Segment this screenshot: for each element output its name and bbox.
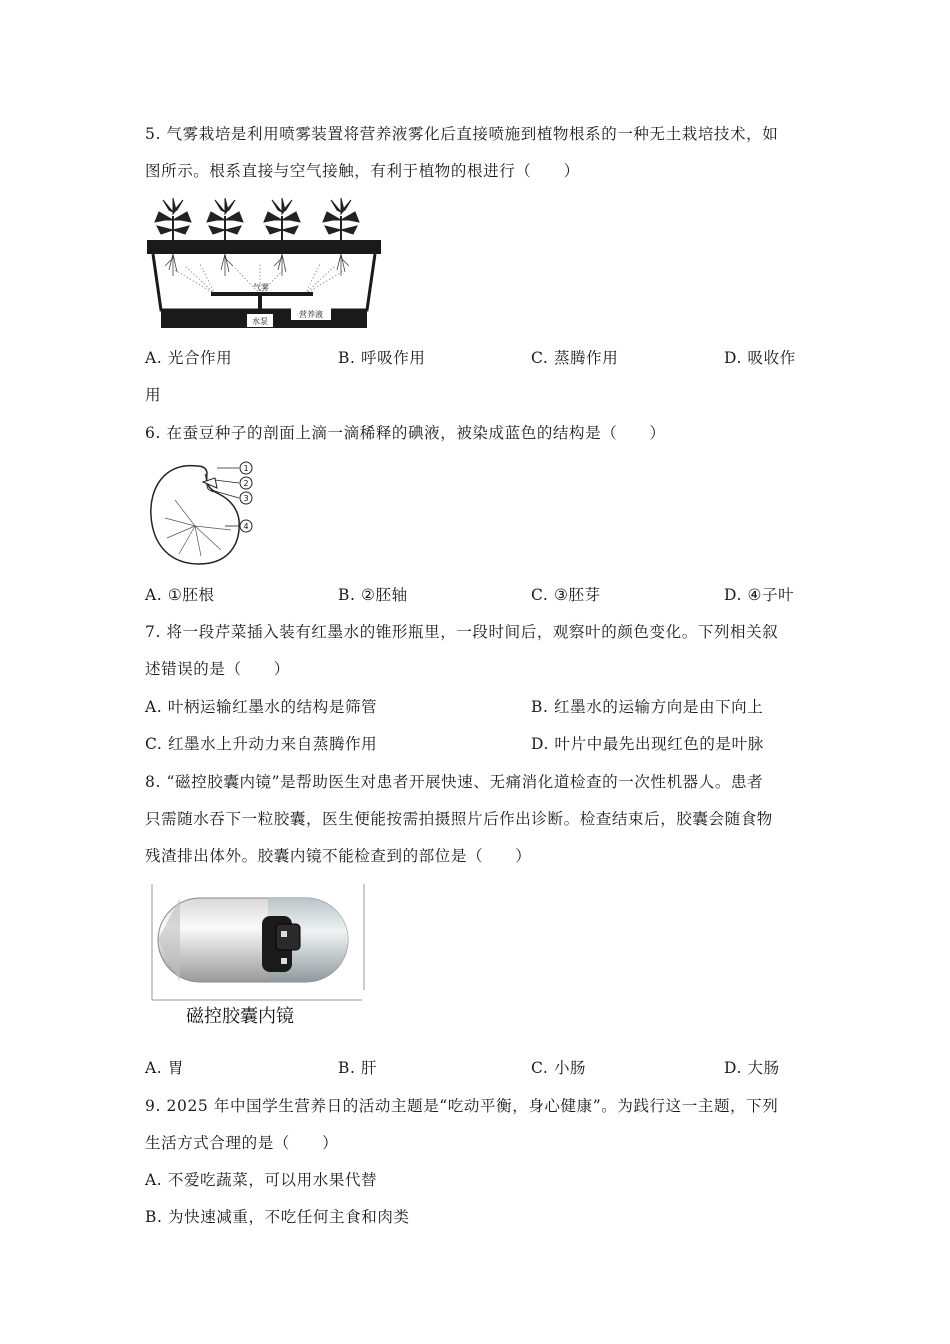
svg-text:3: 3 xyxy=(243,494,249,503)
q7-stem-line1: 7. 将一段芹菜插入装有红墨水的锥形瓶里，一段时间后，观察叶的颜色变化。下列相关叙 xyxy=(145,623,779,641)
q7-option-d[interactable]: D. 叶片中最先出现红色的是叶脉 xyxy=(531,735,764,753)
q8-stem-line1: 8. “磁控胶囊内镜”是帮助医生对患者开展快速、无痛消化道检查的一次性机器人。患者 xyxy=(145,773,764,791)
svg-text:1: 1 xyxy=(243,464,249,473)
bean-seed-diagram xyxy=(145,458,265,568)
q9-option-a[interactable]: A. 不爱吃蔬菜，可以用水果代替 xyxy=(145,1171,378,1189)
q8-option-a[interactable]: A. 胃 xyxy=(145,1059,184,1077)
q8-stem-line2: 只需随水吞下一粒胶囊，医生便能按需拍摄照片后作出诊断。检查结束后，胶囊会随食物 xyxy=(145,810,773,828)
q6-option-b[interactable]: B. ②胚轴 xyxy=(338,586,408,604)
q8-option-d[interactable]: D. 大肠 xyxy=(724,1059,780,1077)
q5-option-b[interactable]: B. 呼吸作用 xyxy=(338,349,426,367)
aeroponics-diagram xyxy=(145,198,383,330)
q7-option-c[interactable]: C. 红墨水上升动力来自蒸腾作用 xyxy=(145,735,378,753)
mist-label: 气雾 xyxy=(253,283,269,292)
capsule-endoscope-figure xyxy=(150,884,366,1030)
q5-option-c[interactable]: C. 蒸腾作用 xyxy=(531,349,619,367)
capsule-endoscope-image xyxy=(150,884,366,1030)
q8-stem-line3: 残渣排出体外。胶囊内镜不能检查到的部位是（ ） xyxy=(145,847,532,865)
q5-stem-line1: 5. 气雾栽培是利用喷雾装置将营养液雾化后直接喷施到植物根系的一种无土栽培技术，如 xyxy=(145,125,779,143)
q6-option-c[interactable]: C. ③胚芽 xyxy=(531,586,601,604)
svg-text:4: 4 xyxy=(243,522,249,531)
q5-stem-line2: 图所示。根系直接与空气接触，有利于植物的根进行（ ） xyxy=(145,162,580,180)
q7-option-a[interactable]: A. 叶柄运输红墨水的结构是筛管 xyxy=(145,698,378,716)
q9-stem-line1: 9. 2025 年中国学生营养日的活动主题是“吃动平衡，身心健康”。为践行这一主题，下列 xyxy=(145,1097,779,1115)
q8-option-c[interactable]: C. 小肠 xyxy=(531,1059,587,1077)
q6-option-a[interactable]: A. ①胚根 xyxy=(145,586,215,604)
q6-option-d[interactable]: D. ④子叶 xyxy=(724,586,795,604)
q9-stem-line2: 生活方式合理的是（ ） xyxy=(145,1134,339,1152)
q5-option-a[interactable]: A. 光合作用 xyxy=(145,349,233,367)
q5-option-d[interactable]: D. 吸收作 xyxy=(724,349,796,367)
q7-stem-line2: 述错误的是（ ） xyxy=(145,660,290,678)
q9-option-b[interactable]: B. 为快速减重，不吃任何主食和肉类 xyxy=(145,1208,410,1226)
svg-text:2: 2 xyxy=(243,479,249,488)
broad-bean-figure xyxy=(145,458,265,568)
q5-option-d-wrap: 用 xyxy=(145,386,162,404)
q7-option-b[interactable]: B. 红墨水的运输方向是由下向上 xyxy=(531,698,764,716)
capsule-caption: 磁控胶囊内镜 xyxy=(186,1006,294,1027)
aeroponics-figure xyxy=(145,198,383,330)
pump-label: 水泵 xyxy=(252,317,268,326)
q6-stem: 6. 在蚕豆种子的剖面上滴一滴稀释的碘液，被染成蓝色的结构是（ ） xyxy=(145,424,666,442)
solution-label: 营养液 xyxy=(299,310,323,319)
q8-option-b[interactable]: B. 肝 xyxy=(338,1059,378,1077)
